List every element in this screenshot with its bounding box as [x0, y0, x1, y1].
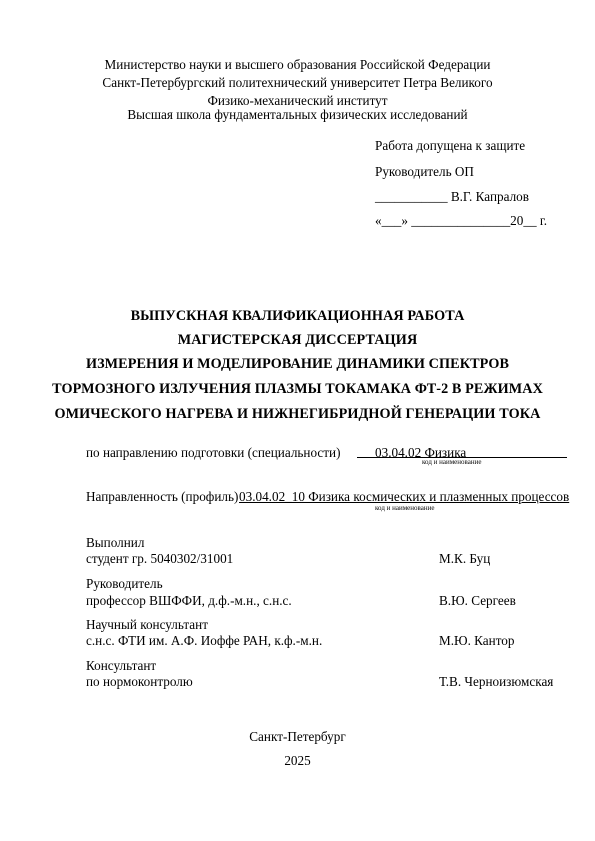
- school-line: Высшая школа фундаментальных физических исследований: [127, 107, 468, 122]
- approval-head: Руководитель ОП: [375, 164, 474, 179]
- signatory-name: В.Ю. Сергеев: [439, 593, 516, 608]
- dissertation-title: МАГИСТЕРСКАЯ ДИССЕРТАЦИЯ: [177, 332, 418, 348]
- signatory-role: Руководитель: [86, 576, 163, 591]
- profile-label: Направленность (профиль): [86, 489, 239, 504]
- signatory-role: Выполнил: [86, 535, 145, 550]
- thesis-title-line1: ИЗМЕРЕНИЯ И МОДЕЛИРОВАНИЕ ДИНАМИКИ СПЕКТРОВ: [85, 356, 510, 372]
- approval-signature: [375, 188, 529, 205]
- signature-blank: ___________: [375, 189, 448, 204]
- institute-line: Физико-механический институт: [207, 93, 388, 108]
- direction-value: 03.04.02 Физика: [375, 445, 467, 460]
- ministry-line: Министерство науки и высшего образования Российской Федерации: [104, 57, 491, 72]
- signatory-role: Научный консультант: [86, 617, 208, 632]
- approval-date: «___» _______________20__ г.: [375, 213, 548, 228]
- signatory-detail: по нормоконтролю: [86, 674, 193, 689]
- year: 2025: [284, 753, 311, 768]
- profile-value: 03.04.02_10 Физика космических и плазменных процессов: [239, 489, 570, 504]
- direction-label: по направлению подготовки (специальности): [86, 445, 341, 460]
- signatory-name: Т.В. Черноизюмская: [439, 674, 554, 689]
- city: Санкт-Петербург: [249, 729, 346, 744]
- signature-name: В.Г. Капралов: [450, 189, 529, 204]
- signatory-detail: студент гр. 5040302/31001: [86, 551, 234, 566]
- thesis-title-line2: ТОРМОЗНОГО ИЗЛУЧЕНИЯ ПЛАЗМЫ ТОКАМАКА ФТ-2 В РЕЖИМАХ: [52, 381, 543, 397]
- signatory-name: М.К. Буц: [439, 551, 491, 566]
- signatory-detail: с.н.с. ФТИ им. А.Ф. Иоффе РАН, к.ф.-м.н.: [86, 633, 323, 648]
- university-line: Санкт-Петербургский политехнический университет Петра Великого: [102, 75, 493, 90]
- work-type-title: ВЫПУСКНАЯ КВАЛИФИКАЦИОННАЯ РАБОТА: [130, 308, 465, 324]
- approval-admitted: Работа допущена к защите: [375, 138, 526, 153]
- signatory-detail: профессор ВШФФИ, д.ф.-м.н., с.н.с.: [86, 593, 292, 608]
- signatory-name: М.Ю. Кантор: [439, 633, 515, 648]
- signatory-role: Консультант: [86, 658, 157, 673]
- thesis-title-line3: ОМИЧЕСКОГО НАГРЕВА И НИЖНЕГИБРИДНОЙ ГЕНЕРАЦИИ ТОКА: [54, 406, 541, 422]
- profile-caption: код и наименование: [375, 504, 435, 512]
- direction-caption: код и наименование: [422, 458, 482, 466]
